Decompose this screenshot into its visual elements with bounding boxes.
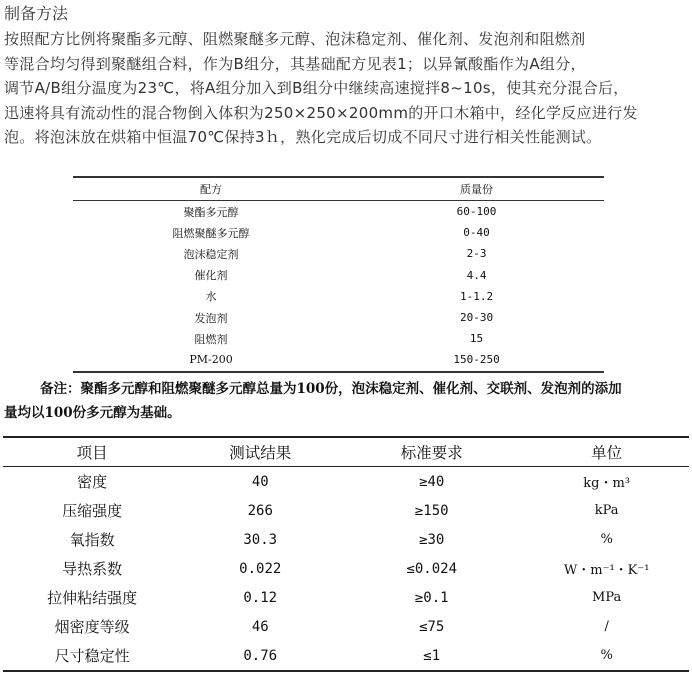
- standard-cell: ≥150: [414, 502, 449, 519]
- table-note: [4, 377, 688, 425]
- item-cell: 拉伸粘结强度: [47, 589, 138, 607]
- table-row: [73, 265, 604, 286]
- table-row: [3, 496, 689, 525]
- item-cell: 烟密度等级: [54, 618, 130, 636]
- formula-value-cell: 1-1.2: [459, 289, 494, 303]
- formula-value-cell: 150-250: [349, 349, 604, 371]
- section-heading: 制备方法: [4, 4, 69, 23]
- result-cell: 40: [251, 473, 269, 490]
- table-row: [3, 583, 689, 612]
- formula-value-cell: 0-40: [463, 226, 490, 240]
- table-header-row: [3, 437, 689, 467]
- table-row: [73, 222, 604, 243]
- item-cell: 压缩强度: [62, 502, 123, 520]
- unit-cell: MPa: [592, 590, 622, 605]
- table-row: [3, 467, 689, 497]
- result-cell: 0.12: [243, 589, 278, 606]
- table-row: [73, 349, 604, 371]
- formula-value-cell: 2-3: [466, 247, 487, 261]
- result-cell: 0.76: [181, 641, 339, 671]
- unit-cell: %: [600, 532, 613, 547]
- formula-value-cell: 20-30: [459, 311, 494, 325]
- table-row: [73, 307, 604, 328]
- item-cell: 导热系数: [62, 560, 123, 578]
- note-line: 量均以100份多元醇为基础。: [4, 405, 181, 421]
- table-row: [3, 612, 689, 641]
- standard-cell: ≤1: [339, 641, 524, 671]
- formula-name-cell: PM-200: [73, 349, 349, 371]
- unit-cell: /: [604, 619, 609, 634]
- formula-name-cell: 泡沫稳定剂: [183, 247, 239, 261]
- unit-cell: %: [524, 641, 689, 671]
- header-mass-parts: 质量份: [349, 177, 604, 201]
- header-test-result: 测试结果: [181, 437, 339, 467]
- formula-name-cell: 聚酯多元醇: [183, 205, 239, 219]
- standard-cell: ≥40: [419, 473, 445, 490]
- formula-value-cell: 4.4: [466, 268, 487, 282]
- item-cell: 密度: [77, 473, 108, 491]
- standard-cell: ≥0.1: [414, 589, 449, 606]
- header-item: 项目: [3, 437, 181, 467]
- result-cell: 46: [251, 618, 269, 635]
- table-row: [3, 525, 689, 554]
- table-row: [73, 286, 604, 307]
- formula-name-cell: 催化剂: [194, 269, 228, 283]
- table-row: [3, 554, 689, 583]
- result-cell: 30.3: [243, 531, 278, 548]
- paragraph-line: 等混合均匀得到聚醚组合料，作为B组分，其基础配方见表1；以异氰酸酯作为A组分，: [4, 54, 586, 73]
- paragraph-line: 泡。将泡沫放在烘箱中恒温70℃保持3ｈ，熟化完成后切成不同尺寸进行相关性能测试。: [4, 128, 602, 146]
- paragraph-line: 迅速将具有流动性的混合物倒入体积为250×250×200mm的开口木箱中，经化学反应进行发: [4, 103, 638, 122]
- item-cell: 氧指数: [69, 531, 115, 549]
- formula-name-cell: 阻燃剂: [194, 332, 228, 346]
- table-row: [73, 201, 604, 223]
- paragraph-line: 按照配方比例将聚酯多元醇、阻燃聚醚多元醇、泡沫稳定剂、催化剂、发泡剂和阻燃剂: [4, 30, 586, 48]
- formula-value-cell: 60-100: [456, 205, 497, 219]
- item-cell: 尺寸稳定性: [3, 641, 181, 671]
- results-table: [3, 436, 689, 672]
- unit-cell: W・m⁻¹・K⁻¹: [563, 563, 650, 578]
- result-cell: 0.022: [239, 560, 282, 577]
- formula-name-cell: 水: [205, 290, 217, 304]
- table-row: [73, 328, 604, 349]
- method-paragraph: [4, 27, 688, 150]
- header-formula: 配方: [73, 177, 349, 201]
- standard-cell: ≥30: [419, 531, 445, 548]
- header-standard: 标准要求: [339, 437, 524, 467]
- formula-name-cell: 发泡剂: [194, 311, 228, 325]
- standard-cell: ≤0.024: [406, 560, 458, 577]
- standard-cell: ≤75: [419, 618, 445, 635]
- table-row: [3, 641, 689, 671]
- formula-table: [73, 176, 604, 373]
- result-cell: 266: [247, 502, 273, 519]
- note-line: 备注：聚酯多元醇和阻燃聚醚多元醇总量为100份，泡沫稳定剂、催化剂、交联剂、发泡剂的添加: [40, 381, 622, 397]
- formula-value-cell: 15: [469, 332, 484, 346]
- table-header-row: [73, 177, 604, 201]
- formula-name-cell: 阻燃聚醚多元醇: [172, 226, 250, 240]
- unit-cell: kg・m³: [583, 476, 631, 491]
- header-unit: 单位: [524, 437, 689, 467]
- unit-cell: kPa: [594, 503, 619, 518]
- table-row: [73, 243, 604, 264]
- paragraph-line: 调节A/B组分温度为23℃，将A组分加入到B组分中继续高速搅拌8~10s，使其充分混合后，: [4, 79, 629, 97]
